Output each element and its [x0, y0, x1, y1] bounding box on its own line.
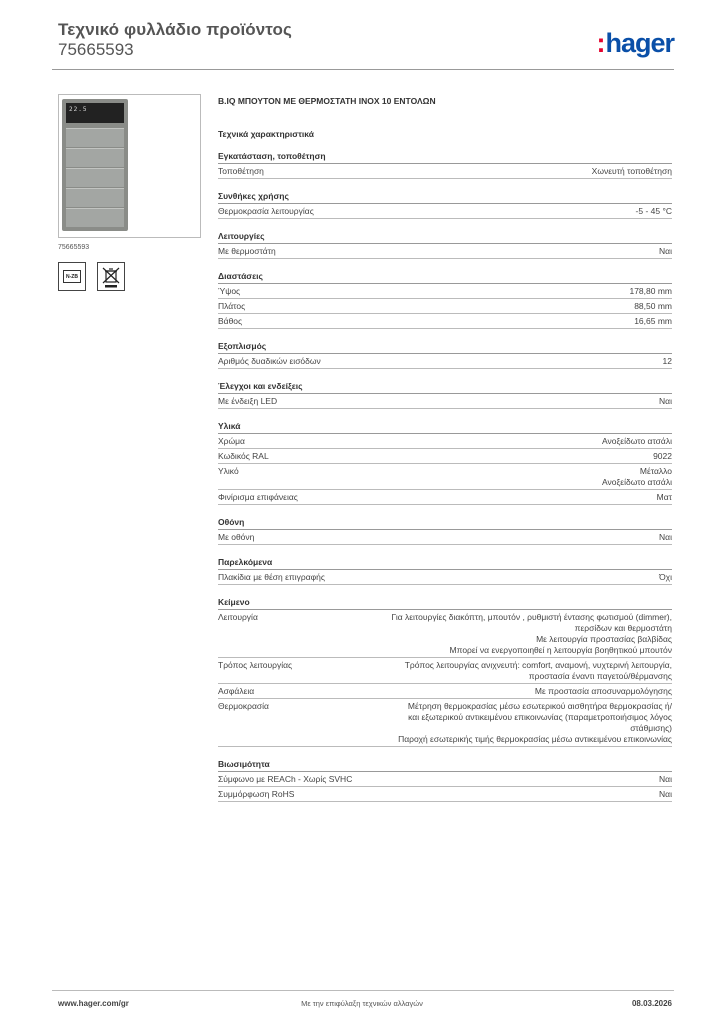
spec-row — [218, 204, 672, 219]
spec-value-line: 9022 — [653, 451, 672, 461]
spec-value-line: Μπορεί να ενεργοποιηθεί η λειτουργία βοηθητικού μπουτόν — [449, 645, 672, 655]
spec-value-line: 16,65 mm — [634, 316, 672, 326]
spec-label: Ασφάλεια — [218, 686, 255, 696]
spec-label: Αριθμός δυαδικών εισόδων — [218, 356, 321, 366]
spec-value-line: Χωνευτή τοποθέτηση — [591, 166, 672, 176]
spec-row — [218, 449, 672, 464]
spec-value-line: 88,50 mm — [634, 301, 672, 311]
section-header: Οθόνη — [218, 517, 672, 530]
page-header — [58, 20, 674, 70]
spec-value — [629, 286, 672, 297]
spec-row — [218, 354, 672, 369]
spec-label: Χρώμα — [218, 436, 245, 446]
spec-value-line: Ναι — [659, 532, 672, 542]
section-header: Διαστάσεις — [218, 271, 672, 284]
spec-value-line: Με προστασία αποσυναρμολόγησης — [534, 686, 672, 696]
section-header: Συνθήκες χρήσης — [218, 191, 672, 204]
spec-row — [218, 699, 672, 747]
spec-value-line: 178,80 mm — [629, 286, 672, 296]
spec-value-line: Ναι — [659, 246, 672, 256]
device-button-5 — [66, 208, 124, 227]
spec-value-line: Ναι — [659, 774, 672, 784]
spec-value — [634, 301, 672, 312]
spec-section — [218, 759, 672, 802]
document-number: 75665593 — [58, 40, 134, 59]
spec-value — [602, 436, 672, 447]
spec-row — [218, 490, 672, 505]
section-header: Κείμενο — [218, 597, 672, 610]
spec-label: Ύψος — [218, 286, 241, 296]
footer-date: 08.03.2026 — [631, 999, 672, 1008]
section-header: Εξοπλισμός — [218, 341, 672, 354]
spec-section — [218, 341, 672, 369]
spec-value-line: Παροχή εσωτερικής τιμής θερμοκρασίας μέσω αντικειμένου επικοινωνίας — [398, 734, 672, 744]
spec-value-line: Ανοξείδωτο ατσάλι — [601, 477, 672, 487]
spec-value — [653, 451, 672, 462]
spec-label: Πλάτος — [218, 301, 246, 311]
header-divider — [52, 69, 674, 70]
spec-value-line: στάθμισης) — [630, 723, 672, 733]
spec-section — [218, 381, 672, 409]
spec-section — [218, 151, 672, 179]
product-code: 75665593 — [58, 244, 90, 251]
spec-label: Με ένδειξη LED — [218, 396, 278, 406]
spec-section — [218, 231, 672, 259]
spec-value-line: Μέταλλο — [639, 466, 672, 476]
spec-value-line: προστασία έναντι παγετού/θέρμανσης — [528, 671, 672, 681]
spec-row — [218, 284, 672, 299]
spec-section — [218, 597, 672, 747]
spec-value — [592, 166, 672, 177]
spec-value — [405, 660, 672, 682]
spec-value — [659, 246, 672, 257]
spec-value-line: Ανοξείδωτο ατσάλι — [601, 436, 672, 446]
spec-row — [218, 658, 672, 684]
spec-label: Υλικό — [218, 466, 239, 476]
spec-value-line: περσίδων και θερμοστάτη — [574, 623, 672, 633]
spec-section — [218, 517, 672, 545]
section-header: Παρελκόμενα — [218, 557, 672, 570]
hager-logo[interactable] — [596, 28, 674, 59]
spec-label: Σύμφωνο με REACh - Χωρίς SVHC — [218, 774, 353, 784]
spec-value-line: -5 - 45 °C — [635, 206, 672, 216]
spec-value-line: Ναι — [659, 789, 672, 799]
spec-row — [218, 610, 672, 658]
weee-bin-icon — [97, 262, 125, 291]
section-header: Εγκατάσταση, τοποθέτηση — [218, 151, 672, 164]
section-header: Υλικά — [218, 421, 672, 434]
nzb-mark: N-ZB — [63, 270, 81, 283]
logo-colon-mark: : — [596, 28, 605, 58]
spec-row — [218, 787, 672, 802]
spec-section — [218, 557, 672, 585]
spec-value — [659, 396, 672, 407]
spec-sections — [218, 151, 672, 802]
spec-value — [657, 492, 672, 503]
document-title: Τεχνικό φυλλάδιο προϊόντος — [58, 20, 292, 39]
device-button-1 — [66, 128, 124, 147]
spec-value-line: 12 — [662, 356, 672, 366]
spec-value — [659, 572, 672, 583]
spec-row — [218, 464, 672, 490]
spec-label: Κωδικός RAL — [218, 451, 269, 461]
spec-row — [218, 244, 672, 259]
spec-label: Συμμόρφωση RoHS — [218, 789, 295, 799]
spec-row — [218, 394, 672, 409]
spec-value — [636, 206, 672, 217]
spec-value — [602, 466, 672, 488]
main-content — [218, 96, 672, 802]
display-readout: 22.5 — [69, 106, 88, 113]
spec-value — [659, 532, 672, 543]
spec-value-line: Μέτρηση θερμοκρασίας μέσω εσωτερικού αισθητήρα θερμοκρασίας ή/ — [407, 701, 672, 711]
device-button-3 — [66, 168, 124, 187]
spec-value — [535, 686, 672, 697]
spec-value — [659, 789, 672, 800]
section-header: Έλεγχοι και ενδείξεις — [218, 381, 672, 394]
footer-divider — [52, 990, 674, 991]
spec-value-line: Τρόπος λειτουργίας ανιχνευτή: comfort, αναμονή, νυχτερινή λειτουργία, — [404, 660, 672, 670]
spec-label: Τρόπος λειτουργίας — [218, 660, 293, 670]
spec-row — [218, 772, 672, 787]
device-button-2 — [66, 148, 124, 167]
device-display — [66, 103, 124, 123]
section-header: Λειτουργίες — [218, 231, 672, 244]
spec-label: Φινίρισμα επιφάνειας — [218, 492, 298, 502]
spec-value — [659, 774, 672, 785]
spec-label: Με οθόνη — [218, 532, 255, 542]
spec-value-line: Ματ — [656, 492, 672, 502]
spec-value-line: Ναι — [659, 396, 672, 406]
device-button-4 — [66, 188, 124, 207]
product-image — [58, 94, 201, 238]
logo-text: hager — [605, 28, 674, 58]
section-header: Βιωσιμότητα — [218, 759, 672, 772]
spec-row — [218, 299, 672, 314]
nzb-certification-icon — [58, 262, 86, 291]
spec-label: Πλακίδια με θέση επιγραφής — [218, 572, 325, 582]
device-illustration — [62, 99, 128, 231]
spec-value-line: Όχι — [659, 572, 672, 582]
footer-disclaimer: Με την επιφύλαξη τεχνικών αλλαγών — [301, 999, 423, 1008]
spec-value — [398, 701, 672, 745]
spec-value — [392, 612, 672, 656]
spec-value-line: και εξωτερικού αντικειμένου επικοινωνίας (παραμετροποιήσιμος λόγος — [408, 712, 672, 722]
spec-section — [218, 191, 672, 219]
spec-value — [634, 316, 672, 327]
product-name: B.IQ ΜΠΟΥΤΟΝ ΜΕ ΘΕΡΜΟΣΤΑΤΗ INOX 10 ΕΝΤΟΛΩΝ — [218, 96, 436, 106]
spec-label: Με θερμοστάτη — [218, 246, 276, 256]
spec-value-line: Για λειτουργίες διακόπτη, μπουτόν , ρυθμιστή έντασης φωτισμού (dimmer), — [391, 612, 672, 622]
spec-row — [218, 570, 672, 585]
spec-value-line: Με λειτουργία προστασίας βαλβίδας — [536, 634, 672, 644]
spec-label: Τοποθέτηση — [218, 166, 264, 176]
spec-label: Βάθος — [218, 316, 243, 326]
spec-section — [218, 271, 672, 329]
spec-label: Λειτουργία — [218, 612, 258, 622]
spec-label: Θερμοκρασία — [218, 701, 269, 711]
spec-row — [218, 164, 672, 179]
spec-row — [218, 314, 672, 329]
spec-label: Θερμοκρασία λειτουργίας — [218, 206, 314, 216]
footer-website-link[interactable]: www.hager.com/gr — [58, 999, 129, 1008]
spec-row — [218, 434, 672, 449]
spec-row — [218, 530, 672, 545]
technical-specs-heading: Τεχνικά χαρακτηριστικά — [218, 129, 314, 139]
spec-section — [218, 421, 672, 505]
spec-value — [663, 356, 672, 367]
spec-row — [218, 684, 672, 699]
